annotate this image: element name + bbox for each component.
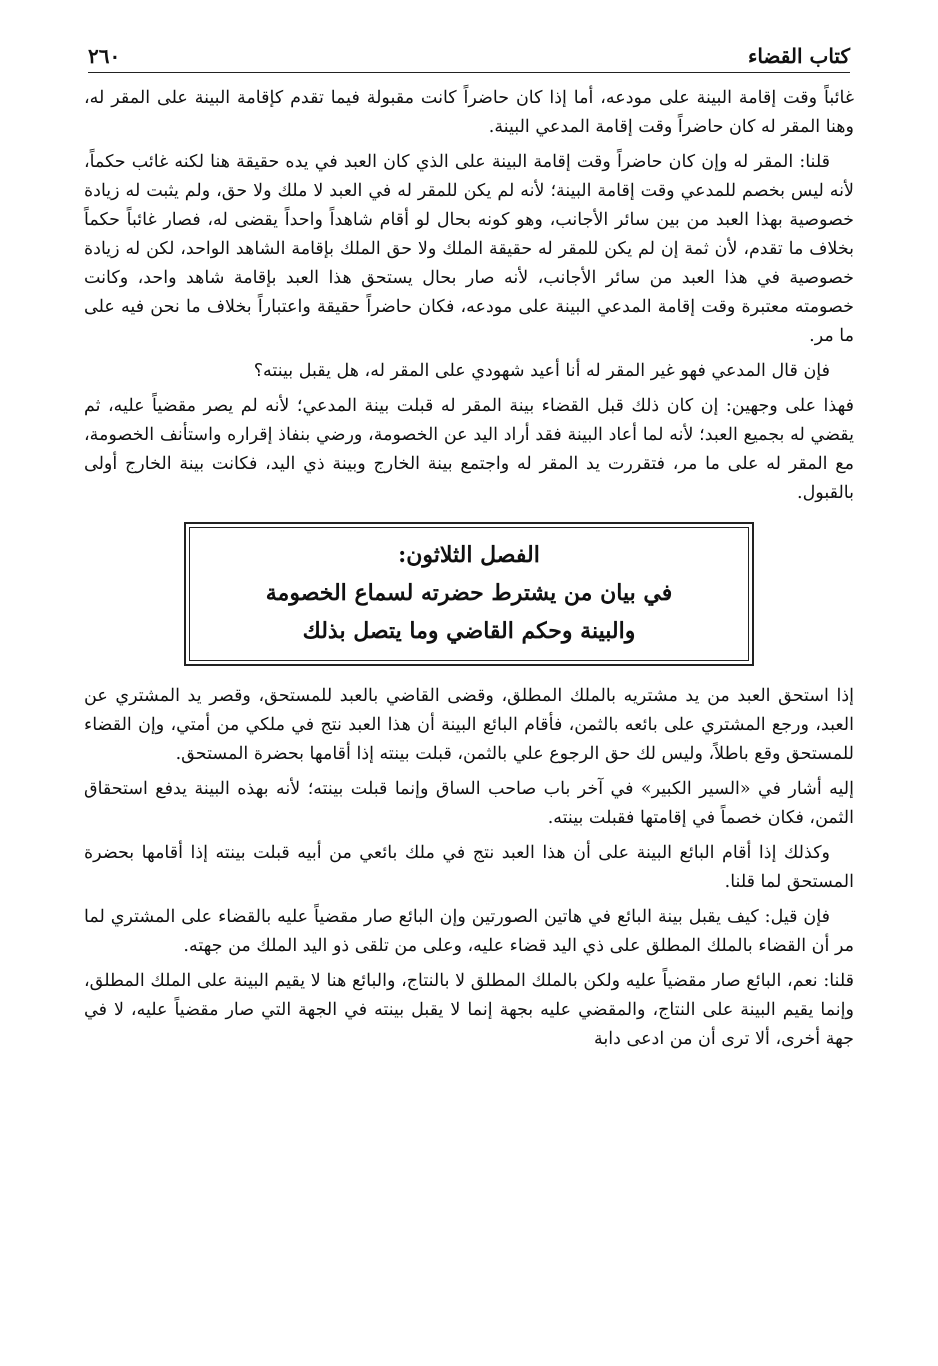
running-title: كتاب القضاء xyxy=(747,44,850,68)
paragraph: فهذا على وجهين: إن كان ذلك قبل القضاء بينة المقر له قبلت بينة المدعي؛ لأنه لم يصر مقضياً عليه، ثم يقضي له بجميع العبد؛ لأنه لما أعاد البينة فقد أراد اليد عن الخصومة، ورضي بنفاذ إقراره واستأنف الخصومة، مع المقر له على ما مر، فتقررت يد المقر له واجتمع بينة الخارج وبينة ذي اليد، فكانت بينة الخارج أولى بالقبول. xyxy=(84,396,854,503)
page-body xyxy=(84,84,854,1060)
paragraph: إذا استحق العبد من يد مشتريه بالملك المطلق، وقضى القاضي بالعبد للمستحق، وقصر يد المشتري عن العبد، ورجع المشتري على بائعه بالثمن، فأقام البائع البينة أن هذا العبد نتج في ملكي من أمتي، وإن القضاء للمستحق وقع باطلاً، وليس لك حق الرجوع علي بالثمن، قبلت بينته إذا أقامها بحضرة المستحق. xyxy=(84,686,854,764)
paragraph: قلنا: نعم، البائع صار مقضياً عليه ولكن بالملك المطلق لا بالنتاج، والبائع هنا لا يقيم البينة على الملك المطلق، وإنما يقيم البينة على النتاج، والمقضي عليه بجهة إنما لا يقبل بينته في الجهة التي صار مقضياً عليه، لا في جهة أخرى، ألا ترى أن من ادعى دابة xyxy=(84,971,854,1049)
paragraph: فإن قال المدعي فهو غير المقر له أنا أعيد شهودي على المقر له، هل يقبل بينته؟ xyxy=(253,361,830,381)
chapter-heading-inner xyxy=(189,527,749,661)
paragraph: إليه أشار في «السير الكبير» في آخر باب صاحب الساق وإنما قبلت بينته؛ لأنه بهذه البينة يدفع استحقاق الثمن، فكان خصماً في إقامتها فقبلت بينته. xyxy=(84,779,854,828)
paragraph: وكذلك إذا أقام البائع البينة على أن هذا العبد نتج في ملك بائعي من أبيه قبلت بينته إذا أقامها بحضرة المستحق لما قلنا. xyxy=(84,843,854,892)
paragraph: غائباً وقت إقامة البينة على مودعه، أما إذا كان حاضراً كانت مقبولة فيما تقدم كإقامة البينة على المقر له، وهنا المقر له كان حاضراً وقت إقامة المدعي البينة. xyxy=(84,88,854,137)
paragraph: فإن قيل: كيف يقبل بينة البائع في هاتين الصورتين وإن البائع صار مقضياً عليه بالقضاء على المشتري لما مر أن القضاء بالملك المطلق على ذي اليد قضاء عليه، وعلى من تلقى ذو اليد الملك من جهته. xyxy=(84,907,854,956)
page-header xyxy=(88,34,850,73)
paragraph: قلنا: المقر له وإن كان حاضراً وقت إقامة البينة على الذي كان العبد في يده حقيقة هنا لكنه غائب حكماً، لأنه ليس بخصم للمدعي وقت إقامة البينة؛ لأنه لم يكن للمقر له في العبد لا ملك ولا حق، ولم يثبت له زيادة خصوصية بهذا العبد من بين سائر الأجانب، وهو كونه بحال لو أقام شاهداً واحداً يقضى له، فصار غائباً حكماً بخلاف ما تقدم، لأن ثمة إن لم يكن للمقر له حقيقة الملك ولا حق الملك بإقامة الشاهد الواحد، لكن له زيادة خصوصية في هذا العبد من سائر الأجانب، لأنه صار بحال يستحق هذا العبد بإقامة شاهد واحد، وكانت خصومته معتبرة وقت إقامة المدعي البينة على مودعه، فكان حاضراً حقيقة واعتباراً بخلاف ما نحن فيه على ما مر. xyxy=(84,152,854,346)
chapter-title-line: في بيان من يشترط حضرته لسماع الخصومة xyxy=(265,580,673,606)
page-number: ٢٦٠ xyxy=(88,44,121,68)
chapter-number: الفصل الثلاثون: xyxy=(398,542,540,568)
chapter-title-line: والبينة وحكم القاضي وما يتصل بذلك xyxy=(302,618,636,644)
chapter-heading-box xyxy=(184,522,754,666)
